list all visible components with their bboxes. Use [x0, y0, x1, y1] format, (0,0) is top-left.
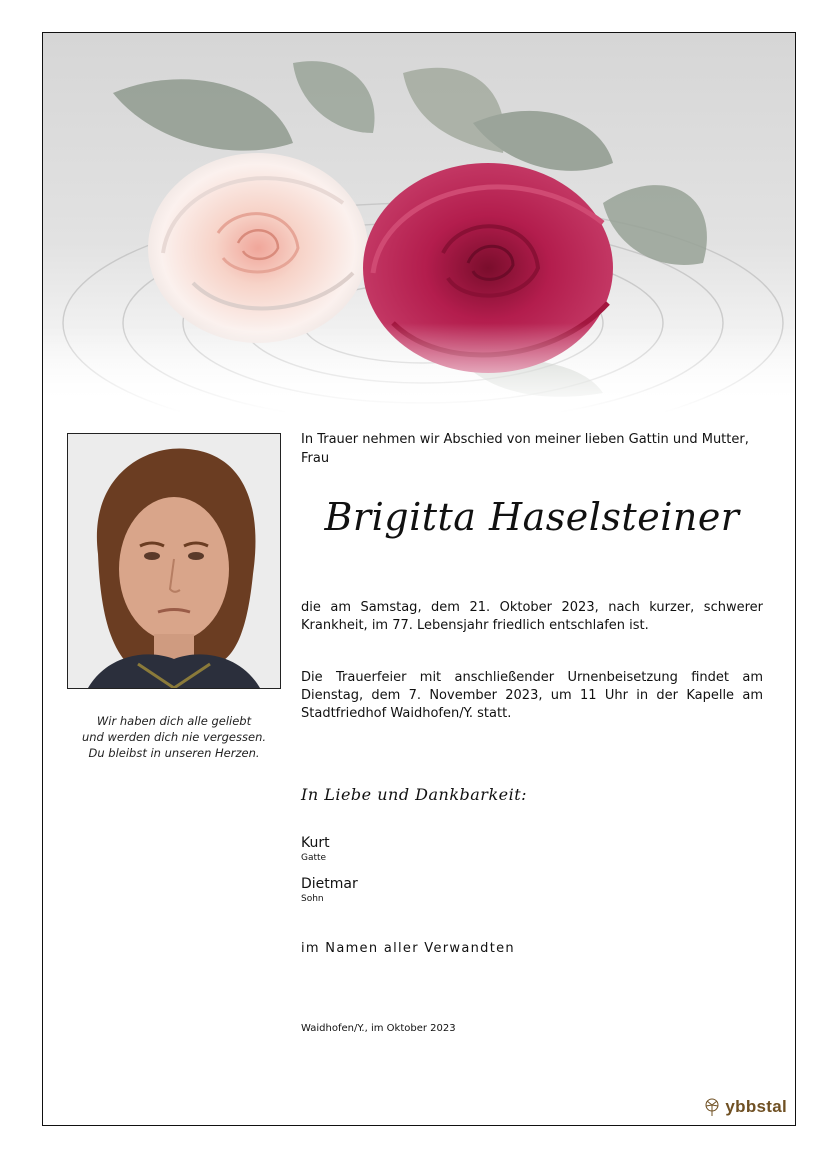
mourner-name: Dietmar [301, 876, 358, 892]
dandelion-icon [702, 1097, 722, 1117]
deceased-name: Brigitta Haselsteiner [324, 495, 740, 539]
portrait-photo [67, 433, 281, 689]
mourner-relation: Sohn [301, 894, 324, 904]
family-line: im Namen aller Verwandten [301, 941, 515, 956]
motto-line: Du bleibst in unseren Herzen. [88, 746, 260, 760]
memorial-motto [43, 713, 305, 761]
brand-logo [702, 1097, 787, 1117]
white-rose [148, 153, 368, 343]
brand-name: ybbstal [725, 1097, 787, 1116]
motto-line: Wir haben dich alle geliebt [96, 714, 252, 728]
obituary-card [42, 32, 796, 1126]
death-notice-paragraph: die am Samstag, dem 21. Oktober 2023, nach kurzer, schwerer Krankheit, im 77. Lebensjahr friedlich entschlafen ist. [301, 600, 763, 633]
motto-line: und werden dich nie vergessen. [81, 730, 267, 744]
intro-text: In Trauer nehmen wir Abschied von meiner lieben Gattin und Mutter, Frau [301, 432, 749, 466]
funeral-details-paragraph: Die Trauerfeier mit anschließender Urnenbeisetzung findet am Dienstag, dem 7. November 2023, um 11 Uhr in der Kapelle am Stadtfriedhof Waidhofen/Y. statt. [301, 670, 763, 721]
mourner-entry [301, 834, 330, 864]
mourner-relation: Gatte [301, 853, 327, 863]
mourner-entry [301, 875, 358, 905]
closing-phrase: In Liebe und Dankbarkeit: [301, 785, 528, 804]
place-and-date: Waidhofen/Y., im Oktober 2023 [301, 1023, 456, 1034]
roses-header-image [43, 33, 796, 413]
mourner-name: Kurt [301, 835, 330, 851]
